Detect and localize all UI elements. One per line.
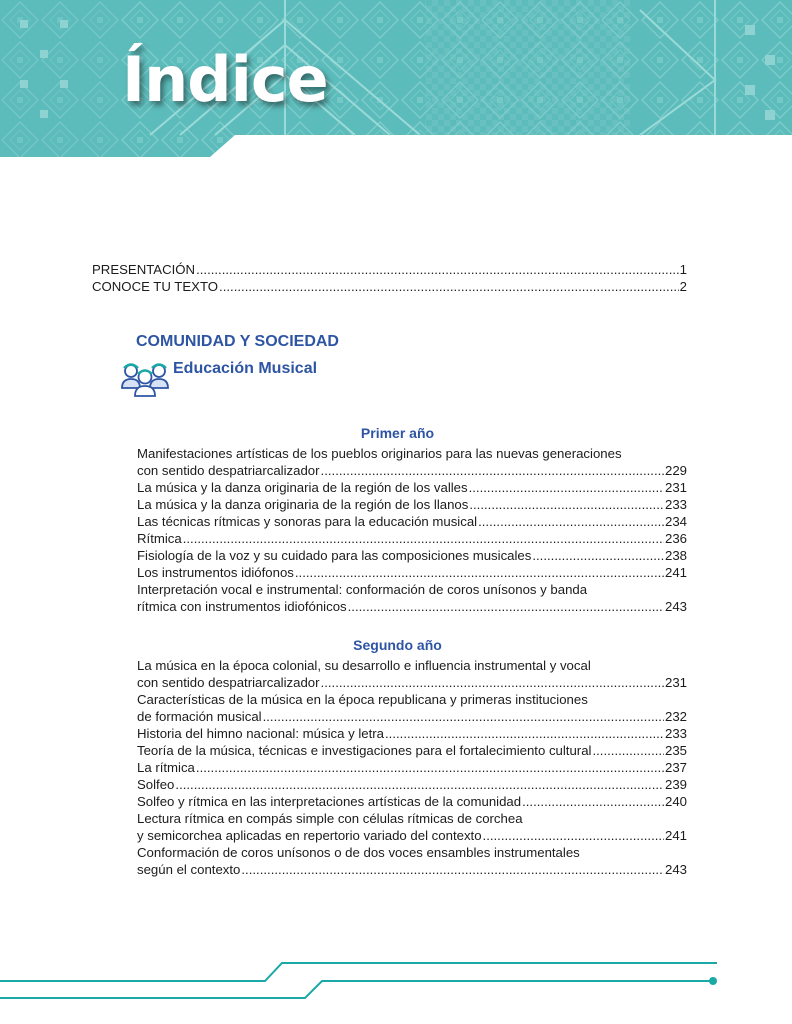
toc-entry-line — [137, 861, 687, 878]
toc-entry-title: Las técnicas rítmicas y sonoras para la educación musical — [137, 514, 478, 529]
front-matter-list — [92, 261, 687, 295]
year-heading: Segundo año — [353, 637, 442, 653]
toc-entry-title: con sentido despatriarcalizador — [137, 463, 320, 478]
toc-entry[interactable] — [137, 810, 687, 844]
toc-entry-page: 241 — [664, 828, 687, 843]
section-title: COMUNIDAD Y SOCIEDAD — [136, 333, 339, 350]
toc-entry[interactable] — [137, 776, 687, 793]
toc-entry-title-line: Características de la música en la época republicana y primeras instituciones — [137, 692, 588, 707]
toc-entry-title: PRESENTACIÓN — [92, 262, 196, 277]
toc-entry[interactable] — [137, 479, 687, 496]
dot-leader — [385, 725, 664, 742]
dot-leader — [469, 496, 664, 513]
toc-entry-page: 237 — [664, 760, 687, 775]
toc-entry[interactable] — [137, 496, 687, 513]
toc-entry[interactable] — [137, 691, 687, 725]
toc-entry-title: con sentido despatriarcalizador — [137, 675, 320, 690]
toc-entry-title-line: La música en la época colonial, su desarrollo e influencia instrumental y vocal — [137, 658, 591, 673]
toc-entry-page: 231 — [664, 480, 687, 495]
toc-entry[interactable] — [137, 657, 687, 691]
dot-leader — [263, 708, 664, 725]
footer-decoration — [0, 955, 792, 1005]
toc-entry-page: 239 — [664, 777, 687, 792]
toc-entry-line — [137, 793, 687, 810]
toc-entry-page: 240 — [664, 794, 687, 809]
toc-entry-page: 241 — [664, 565, 687, 580]
toc-entry-page: 236 — [664, 531, 687, 546]
toc-entry-title: según el contexto — [137, 862, 241, 877]
toc-entry-line — [137, 547, 687, 564]
dot-leader — [478, 513, 664, 530]
toc-entry-page: 233 — [664, 497, 687, 512]
toc-entry[interactable] — [137, 513, 687, 530]
people-group-icon — [120, 360, 170, 398]
dot-leader — [183, 530, 664, 547]
toc-entry-line — [137, 513, 687, 530]
toc-entry-title: La música y la danza originaria de la región de los valles — [137, 480, 468, 495]
header-banner — [0, 0, 792, 160]
toc-entry[interactable] — [137, 530, 687, 547]
toc-entry[interactable] — [137, 564, 687, 581]
toc-entry-title-line: Lectura rítmica en compás simple con células rítmicas de corchea — [137, 811, 523, 826]
dot-leader — [469, 479, 664, 496]
toc-entry-title: y semicorchea aplicadas en repertorio variado del contexto — [137, 828, 482, 843]
dot-leader — [219, 278, 679, 295]
dot-leader — [532, 547, 664, 564]
toc-entry-page: 238 — [664, 548, 687, 563]
toc-entry[interactable] — [137, 547, 687, 564]
toc-entry-page: 232 — [664, 709, 687, 724]
dot-leader — [196, 759, 664, 776]
toc-entry-title: Solfeo y rítmica en las interpretaciones artísticas de la comunidad — [137, 794, 522, 809]
toc-entry[interactable] — [92, 261, 687, 278]
toc-entry-page: 1 — [679, 262, 687, 277]
toc-entry-title: Fisiología de la voz y su cuidado para las composiciones musicales — [137, 548, 532, 563]
toc-entry-title: Solfeo — [137, 777, 175, 792]
toc-entry[interactable] — [137, 742, 687, 759]
toc-entry-line — [137, 674, 687, 691]
toc-entry-page: 233 — [664, 726, 687, 741]
page-title: Índice — [122, 43, 328, 116]
toc-entry-line — [137, 742, 687, 759]
toc-entry[interactable] — [137, 793, 687, 810]
toc-entry-page: 243 — [664, 862, 687, 877]
toc-year-list — [137, 445, 687, 615]
toc-entry-title: rítmica con instrumentos idiofónicos — [137, 599, 347, 614]
toc-entry-title-line: Manifestaciones artísticas de los pueblos originarios para las nuevas generaciones — [137, 446, 622, 461]
dot-leader — [483, 827, 664, 844]
toc-entry-line — [137, 708, 687, 725]
toc-entry-line — [137, 462, 687, 479]
toc-entry-line — [137, 827, 687, 844]
toc-entry-line — [137, 564, 687, 581]
toc-entry-line — [137, 725, 687, 742]
toc-entry-page: 2 — [679, 279, 687, 294]
toc-entry-line — [137, 530, 687, 547]
year-heading: Primer año — [360, 425, 435, 441]
toc-entry[interactable] — [137, 844, 687, 878]
toc-entry[interactable] — [137, 759, 687, 776]
subject-title: Educación Musical — [173, 360, 318, 377]
toc-entry-title: Historia del himno nacional: música y letra — [137, 726, 385, 741]
toc-entry-title: La rítmica — [137, 760, 195, 775]
dot-leader — [241, 861, 664, 878]
dot-leader — [295, 564, 664, 581]
toc-entry-line — [137, 776, 687, 793]
toc-entry-title: de formación musical — [137, 709, 262, 724]
toc-entry[interactable] — [92, 278, 687, 295]
toc-entry-line — [137, 759, 687, 776]
toc-entry-title: Rítmica — [137, 531, 182, 546]
toc-entry-title-line: Interpretación vocal e instrumental: conformación de coros unísonos y banda — [137, 582, 588, 597]
toc-entry-title: Los instrumentos idiófonos — [137, 565, 294, 580]
toc-entry-page: 231 — [664, 675, 687, 690]
toc-entry-title: La música y la danza originaria de la región de los llanos — [137, 497, 469, 512]
toc-entry-line — [137, 479, 687, 496]
toc-entry-line — [137, 598, 687, 615]
toc-entry[interactable] — [137, 581, 687, 615]
toc-entry-title: Teoría de la música, técnicas e investigaciones para el fortalecimiento cultural — [137, 743, 592, 758]
toc-entry-page: 243 — [664, 599, 687, 614]
toc-entry-page: 235 — [664, 743, 687, 758]
toc-year-list — [137, 657, 687, 878]
dot-leader — [321, 462, 664, 479]
toc-entry-page: 234 — [664, 514, 687, 529]
toc-entry-title-line: Conformación de coros unísonos o de dos voces ensambles instrumentales — [137, 845, 580, 860]
dot-leader — [522, 793, 664, 810]
toc-entry-line — [137, 496, 687, 513]
dot-leader — [321, 674, 664, 691]
toc-entry[interactable] — [137, 725, 687, 742]
dot-leader — [592, 742, 664, 759]
toc-entry[interactable] — [137, 445, 687, 479]
dot-leader — [175, 776, 664, 793]
toc-entry-title: CONOCE TU TEXTO — [92, 279, 219, 294]
toc-entry-page: 229 — [664, 463, 687, 478]
dot-leader — [348, 598, 664, 615]
dot-leader — [196, 261, 679, 278]
